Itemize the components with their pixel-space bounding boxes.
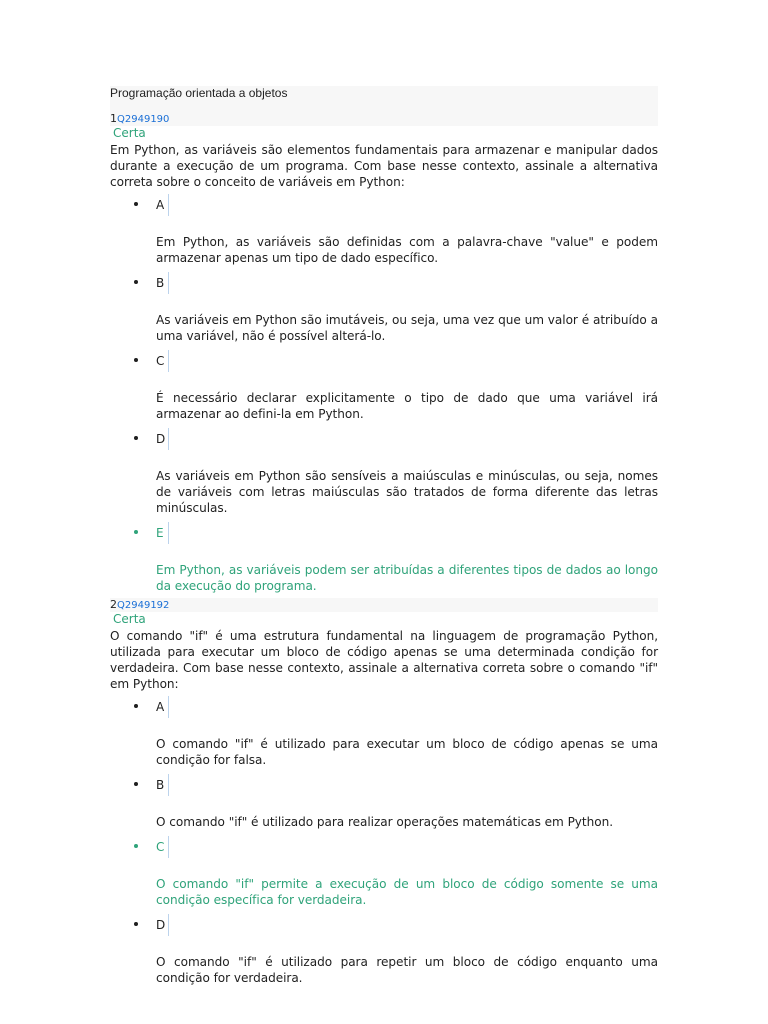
question-header xyxy=(110,112,658,126)
option-letter: C xyxy=(156,836,169,858)
bullet-icon xyxy=(134,530,138,534)
bullet-icon xyxy=(134,922,138,926)
bullet-icon xyxy=(134,704,138,708)
bullet-icon xyxy=(134,436,138,440)
option-a[interactable] xyxy=(110,694,658,768)
question-header xyxy=(110,598,658,612)
question-statement: Em Python, as variáveis são elementos fundamentais para armazenar e manipular dados durante a execução de um programa. Com base nesse contexto, assinale a alternativa correta sobre o conceito de variáveis em Python: xyxy=(110,143,658,189)
bullet-icon xyxy=(134,280,138,284)
question-1 xyxy=(110,112,658,594)
answer-status: Certa xyxy=(113,126,146,140)
document xyxy=(110,86,658,990)
options-list xyxy=(110,694,658,986)
option-letter: A xyxy=(156,696,169,718)
option-text: Em Python, as variáveis são definidas com a palavra-chave "value" e podem armazenar apenas um tipo de dado específico. xyxy=(156,235,658,265)
option-text: O comando "if" é utilizado para executar um bloco de código apenas se uma condição for falsa. xyxy=(156,737,658,767)
option-text: Em Python, as variáveis podem ser atribuídas a diferentes tipos de dados ao longo da execução do programa. xyxy=(156,563,658,593)
option-a[interactable] xyxy=(110,192,658,266)
option-text: O comando "if" é utilizado para realizar operações matemáticas em Python. xyxy=(156,815,613,829)
option-e-correct[interactable] xyxy=(110,520,658,594)
option-d[interactable] xyxy=(110,426,658,516)
option-letter: C xyxy=(156,350,169,372)
option-text: As variáveis em Python são sensíveis a maiúsculas e minúsculas, ou seja, nomes de variáveis com letras maiúsculas são tratados de forma diferente das letras minúsculas. xyxy=(156,469,658,515)
question-number: 1 xyxy=(110,112,117,125)
question-statement: O comando "if" é uma estrutura fundamental na linguagem de programação Python, utilizada para executar um bloco de código apenas se uma determinada condição for verdadeira. Com base nesse contexto, assinale a alternativa correta sobre o comando "if" em Python: xyxy=(110,629,658,691)
option-d[interactable] xyxy=(110,912,658,986)
option-text: O comando "if" permite a execução de um bloco de código somente se uma condição específica for verdadeira. xyxy=(156,877,658,907)
option-b[interactable] xyxy=(110,772,658,830)
option-letter: A xyxy=(156,194,169,216)
option-letter: D xyxy=(156,428,169,450)
question-code-link[interactable]: Q2949190 xyxy=(117,114,170,125)
bullet-icon xyxy=(134,202,138,206)
question-code-link[interactable]: Q2949192 xyxy=(117,600,170,611)
bullet-icon xyxy=(134,844,138,848)
answer-status: Certa xyxy=(113,612,146,626)
question-number: 2 xyxy=(110,598,117,611)
option-text: O comando "if" é utilizado para repetir um bloco de código enquanto uma condição for verdadeira. xyxy=(156,955,658,985)
question-2 xyxy=(110,598,658,986)
document-title: Programação orientada a objetos xyxy=(110,86,658,112)
option-letter: B xyxy=(156,774,169,796)
option-letter: D xyxy=(156,914,169,936)
option-c[interactable] xyxy=(110,348,658,422)
option-b[interactable] xyxy=(110,270,658,344)
option-letter: B xyxy=(156,272,169,294)
bullet-icon xyxy=(134,782,138,786)
option-letter: E xyxy=(156,522,169,544)
option-c-correct[interactable] xyxy=(110,834,658,908)
options-list xyxy=(110,192,658,594)
option-text: É necessário declarar explicitamente o tipo de dado que uma variável irá armazenar ao defini-la em Python. xyxy=(156,391,658,421)
bullet-icon xyxy=(134,358,138,362)
option-text: As variáveis em Python são imutáveis, ou seja, uma vez que um valor é atribuído a uma variável, não é possível alterá-lo. xyxy=(156,313,658,343)
